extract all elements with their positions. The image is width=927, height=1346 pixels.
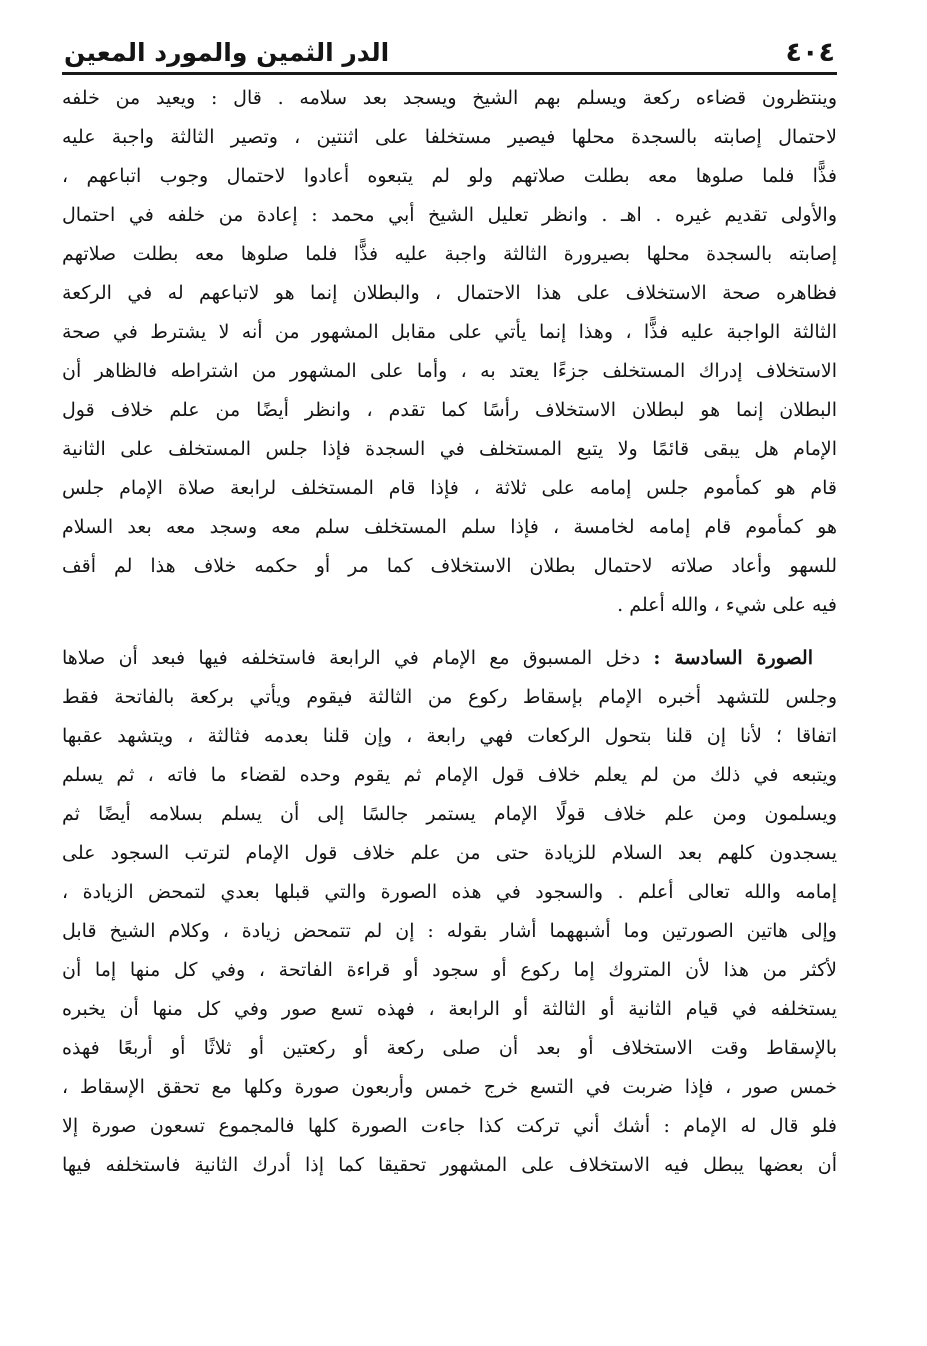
text-line: لاحتمال إصابته بالسجدة محلها فيصير مستخلفا على اثنتين ، وتصير الثالثة واجبة عليه [62, 126, 837, 148]
text-line: إصابته بالسجدة محلها بصيرورة الثالثة واجبة عليه فذًّا فلما صلوها معه بطلت صلاتهم [62, 243, 837, 265]
text-line: البطلان إنما هو لبطلان الاستخلاف رأسًا كما تقدم ، وانظر أيضًا من علم خلاف قول [62, 399, 837, 421]
text-line: فظاهره صحة الاستخلاف على هذا الاحتمال ، والبطلان إنما هو لاتباعهم له في الركعة [62, 282, 837, 304]
text-line: ويتبعه في ذلك من لم يعلم خلاف قول الإمام ثم يقوم وحده لقضاء ما فاته ، ثم يسلم [62, 764, 837, 786]
text-line: وإلى هاتين الصورتين وما أشبههما أشار بقوله : إن لم تتمحض زيادة ، وكلام الشيخ قابل [62, 920, 837, 942]
text-line: والأولى تقديم غيره . اهـ . وانظر تعليل الشيخ أبي محمد : إعادة من خلفه في احتمال [62, 204, 837, 226]
text-line: أن بعضها يبطل فيه الاستخلاف على المشهور تحقيقا كما إذا أدرك الثانية فاستخلفه فيها [62, 1154, 837, 1176]
text-line: يسجدون كلهم بعد السلام للزيادة حتى من علم خلاف قول الإمام لترتب السجود على [62, 842, 837, 864]
text-line: هو كمأموم قام إمامه لخامسة ، فإذا سلم المستخلف سلم معه وسجد معه بعد السلام [62, 516, 837, 538]
text-line: الاستخلاف إدراك المستخلف جزءًا يعتد به ، وأما على المشهور من اشتراطه فالظاهر أن [62, 360, 837, 382]
paragraph-2 [62, 639, 837, 1185]
text-line: فلو قال له الإمام : أشك أني تركت كذا جاءت الصورة كلها فالمجموع تسعون صورة إلا [62, 1115, 837, 1137]
text-line: للسهو وأعاد صلاته لاحتمال بطلان الاستخلاف كما مر أو حكمه خلاف هذا لم أقف [62, 555, 837, 577]
book-page [62, 30, 837, 1330]
text-line: إمامه والله تعالى أعلم . والسجود في هذه الصورة والتي قبلها بعدي لتمحض الزيادة ، [62, 881, 837, 903]
text-line: فذًّا فلما صلوها معه بطلت صلاتهم ولو لم يتبعوه أعادوا لاحتمال وجوب اتباعهم ، [62, 165, 837, 187]
text-line: يستخلفه في قيام الثانية أو الثالثة أو الرابعة ، فهذه تسع صور وفي كل منها أن يخبره [62, 998, 837, 1020]
text-line: بالإسقاط وقت الاستخلاف أو بعد أن صلى ركعة أو ركعتين أو ثلاثًا أو أربعًا فهذه [62, 1037, 837, 1059]
text-line: لأكثر من هذا لأن المتروك إما ركوع أو سجود أو قراءة الفاتحة ، وفي كل منها إما أن [62, 959, 837, 981]
page-header [62, 30, 837, 75]
text-line: خمس صور ، فإذا ضربت في التسع خرج خمس وأربعون صورة وكلها مع تحقق الإسقاط ، [62, 1076, 837, 1098]
running-title: الدر الثمين والمورد المعين [64, 38, 390, 67]
text-run: دخل المسبوق مع الإمام في الرابعة فاستخلفه فيها فبعد أن صلاها [62, 647, 654, 669]
text-line: فيه على شيء ، والله أعلم . [617, 594, 837, 616]
text-line: وجلس للتشهد أخبره الإمام بإسقاط ركوع من الثالثة فيقوم ويأتي بركعة بالفاتحة فقط [62, 686, 837, 708]
text-line: وينتظرون قضاءه ركعة ويسلم بهم الشيخ ويسجد بعد سلامه . قال : ويعيد من خلفه [62, 87, 837, 109]
text-line: اتفاقا ؛ لأنا إن قلنا بتحول الركعات فهي رابعة ، وإن قلنا بعدمه فثالثة ، ويتشهد عقبها [62, 725, 837, 747]
text-line: قام هو كمأموم جلس إمامه على ثلاثة ، فإذا قام المستخلف لرابعة صلاة الإمام جلس [62, 477, 837, 499]
paragraph-1 [62, 79, 837, 625]
section-heading: الصورة السادسة : [653, 647, 813, 669]
page-number: ٤٠٤ [785, 37, 835, 68]
text-line: الثالثة الواجبة عليه فذًّا ، وهذا إنما يأتي على مقابل المشهور من أنه لا يشترط في صحة [62, 321, 837, 343]
text-line: ويسلمون ومن علم خلاف قولًا الإمام يستمر جالسًا إلى أن يسلم بسلامه أيضًا ثم [62, 803, 837, 825]
text-line: الإمام هل يبقى قائمًا ولا يتبع المستخلف في السجدة فإذا جلس المستخلف على الثانية [62, 438, 837, 460]
text-line [62, 639, 837, 678]
